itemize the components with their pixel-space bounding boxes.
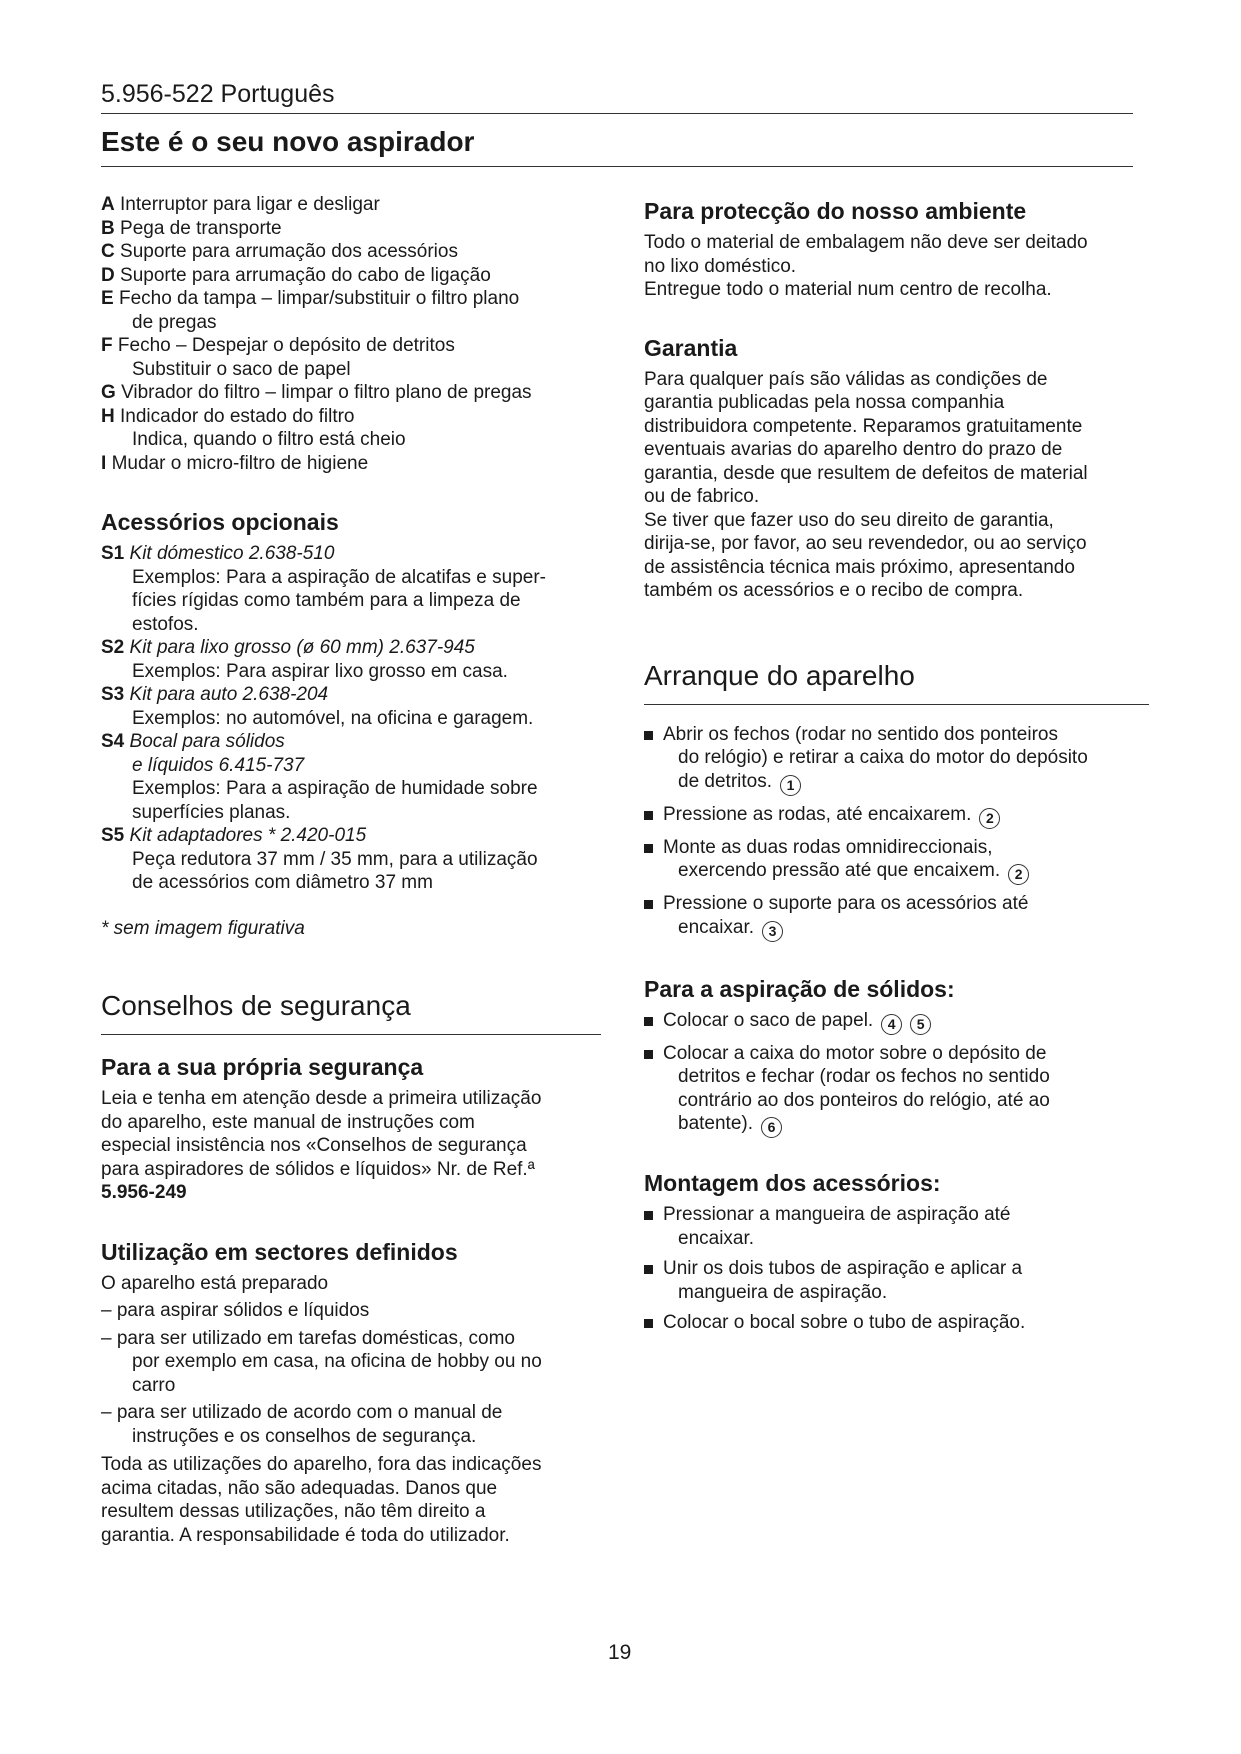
startup-rule (644, 704, 1149, 705)
part-label: Mudar o micro-filtro de higiene (111, 452, 369, 474)
accessory-name-line (101, 730, 601, 754)
usage-list (101, 1299, 601, 1448)
step-item (644, 1311, 1149, 1335)
own-safety-line: do aparelho, este manual de instruções com (101, 1111, 475, 1133)
accessory-name-line (101, 754, 601, 778)
part-item (101, 217, 601, 241)
part-label: Fecho da tampa – limpar/substituir o filtro plano (118, 288, 520, 309)
bullet-square-icon (644, 811, 653, 820)
step-text: Abrir os fechos (rodar no sentido dos ponteiros (663, 723, 1058, 745)
warranty-line: Para qualquer país são válidas as condições de (644, 368, 1048, 390)
accessory-mount-steps (644, 1203, 1149, 1335)
accessory-name: Kit para lixo grosso (ø 60 mm) 2.637-945 (129, 637, 475, 658)
bullet-square-icon (644, 1265, 653, 1274)
accessory-description: estofos. (132, 613, 199, 635)
accessory-item (101, 683, 601, 730)
step-item (644, 892, 1149, 942)
part-key: B (101, 217, 115, 239)
accessory-name-line (101, 683, 601, 707)
part-key: F (101, 335, 113, 356)
step-item (644, 1257, 1149, 1304)
step-text: do relógio) e retirar a caixa do motor do depósito (678, 747, 1088, 768)
usage-item (101, 1299, 601, 1323)
warranty-line: distribuidora competente. Reparamos gratuitamente (644, 415, 1083, 437)
accessory-description: de acessórios com diâmetro 37 mm (132, 872, 433, 893)
part-key: C (101, 241, 115, 262)
bullet-square-icon (644, 1211, 653, 1220)
safety-heading: Conselhos de segurança (101, 990, 411, 1021)
part-key: G (101, 382, 116, 403)
accessory-name: Kit adaptadores * 2.420-015 (129, 825, 367, 846)
environment-line: Todo o material de embalagem não deve ser deitado (644, 232, 1088, 253)
accessory-name-line (101, 542, 601, 566)
step-text: encaixar. 3 (663, 916, 1149, 942)
environment-text (644, 231, 1149, 302)
warranty-line: eventuais avarias do aparelho dentro do prazo de (644, 439, 1063, 460)
step-text: detritos e fechar (rodar os fechos no sentido (678, 1066, 1050, 1087)
part-key: E (101, 288, 114, 309)
part-item (101, 381, 601, 405)
part-item (101, 264, 601, 288)
accessory-description: Peça redutora 37 mm / 35 mm, para a utilização (132, 848, 538, 870)
step-text: Colocar a caixa do motor sobre o depósito de (663, 1042, 1047, 1064)
own-safety-line: Leia e tenha em atenção desde a primeira utilização (101, 1088, 542, 1109)
environment-line: Entregue todo o material num centro de recolha. (644, 279, 1052, 300)
usage-item-line: carro (132, 1374, 176, 1396)
accessory-name: Kit para auto 2.638-204 (129, 684, 329, 705)
accessory-name-line (101, 636, 601, 660)
environment-heading: Para protecção do nosso ambiente (644, 198, 1027, 224)
step-text: exercendo pressão até que encaixem. 2 (663, 859, 1149, 885)
accessory-name: Bocal para sólidos (129, 731, 285, 752)
accessory-description: Exemplos: no automóvel, na oficina e garagem. (132, 707, 534, 729)
left-column (101, 193, 601, 1547)
part-item (101, 334, 601, 358)
part-key: D (101, 264, 115, 286)
right-column (644, 197, 1149, 1342)
bullet-square-icon (644, 844, 653, 853)
part-label: Interruptor para ligar e desligar (120, 194, 380, 215)
warranty-line: Se tiver que fazer uso do seu direito de garantia, (644, 509, 1054, 531)
own-safety-line: especial insistência nos «Conselhos de segurança (101, 1135, 527, 1156)
accessory-name-line (101, 824, 601, 848)
part-label-continued: Indica, quando o filtro está cheio (132, 429, 406, 450)
usage-item-line: – para aspirar sólidos e líquidos (101, 1300, 370, 1321)
accessory-name: e líquidos 6.415-737 (132, 754, 305, 776)
own-safety-text (101, 1087, 601, 1181)
usage-heading: Utilização em sectores definidos (101, 1238, 458, 1265)
accessory-name: Kit dómestico 2.638-510 (129, 543, 335, 564)
figure-reference-icon: 3 (762, 921, 783, 942)
accessory-item (101, 824, 601, 895)
part-item (101, 240, 601, 264)
warranty-line: garantia, desde que resultem de defeitos de material (644, 462, 1088, 484)
step-text: Pressione as rodas, até encaixarem. 2 (663, 803, 1149, 829)
warranty-line: garantia publicadas pela nossa companhia (644, 392, 1005, 413)
step-text: Pressione o suporte para os acessórios até (663, 893, 1029, 914)
step-item (644, 723, 1149, 796)
bullet-square-icon (644, 1319, 653, 1328)
step-item (644, 803, 1149, 829)
step-text: Monte as duas rodas omnidireccionais, (663, 836, 993, 858)
figure-reference-icon: 2 (1008, 864, 1029, 885)
usage-outro-line: acima citadas, não são adequadas. Danos que (101, 1477, 498, 1499)
figure-reference-icon: 6 (761, 1117, 782, 1138)
part-label-continued: Substituir o saco de papel (132, 358, 351, 380)
accessory-description: Exemplos: Para a aspiração de alcatifas e super- (132, 566, 546, 588)
page-title: Este é o seu novo aspirador (101, 126, 475, 157)
figure-reference-icon: 4 (881, 1014, 902, 1035)
warranty-line: de assistência técnica mais próximo, apresentando (644, 556, 1075, 578)
part-key: I (101, 452, 107, 474)
environment-line: no lixo doméstico. (644, 255, 797, 277)
accessory-mount-heading: Montagem dos acessórios: (644, 1170, 941, 1196)
bullet-square-icon (644, 900, 653, 909)
accessory-key: S4 (101, 731, 125, 752)
step-text: encaixar. (678, 1227, 755, 1249)
own-safety-heading: Para a sua própria segurança (101, 1054, 424, 1080)
accessory-description: Exemplos: Para a aspiração de humidade sobre (132, 778, 538, 799)
part-item (101, 452, 601, 476)
step-item (644, 1009, 1149, 1035)
figure-reference-icon: 2 (979, 808, 1000, 829)
usage-item-line: – para ser utilizado de acordo com o manual de (101, 1402, 503, 1423)
warranty-line: também os acessórios e o recibo de compra. (644, 580, 1024, 601)
figure-reference-icon: 5 (910, 1014, 931, 1035)
usage-item-line: instruções e os conselhos de segurança. (132, 1425, 477, 1447)
part-label: Suporte para arrumação dos acessórios (120, 241, 458, 262)
part-label: Fecho – Despejar o depósito de detritos (117, 335, 455, 356)
part-label: Suporte para arrumação do cabo de ligação (120, 264, 491, 286)
part-label-continued: de pregas (132, 311, 217, 333)
own-safety-line: para aspiradores de sólidos e líquidos» Nr. de Ref.ª (101, 1158, 535, 1180)
accessory-item (101, 636, 601, 683)
usage-outro-line: resultem dessas utilizações, não têm direito a (101, 1501, 486, 1522)
step-text: mangueira de aspiração. (678, 1281, 888, 1303)
warranty-line: dirija-se, por favor, ao seu revendedor, ou ao serviço (644, 533, 1087, 554)
step-text: contrário ao dos ponteiros do relógio, até ao (678, 1089, 1050, 1111)
usage-item (101, 1401, 601, 1448)
bullet-square-icon (644, 1017, 653, 1026)
part-item (101, 193, 601, 217)
part-label: Indicador do estado do filtro (120, 405, 355, 427)
document-reference: 5.956-522 Português (101, 80, 335, 108)
solids-steps (644, 1009, 1149, 1139)
parts-list (101, 193, 601, 475)
safety-rule (101, 1034, 601, 1035)
bullet-square-icon (644, 731, 653, 740)
step-item (644, 1042, 1149, 1139)
step-text: batente). 6 (663, 1112, 1149, 1138)
step-text: Colocar o saco de papel. 4 5 (663, 1009, 1149, 1035)
warranty-line: ou de fabrico. (644, 486, 760, 507)
part-label: Vibrador do filtro – limpar o filtro plano de pregas (121, 382, 532, 403)
figure-reference-icon: 1 (780, 775, 801, 796)
page-number: 19 (608, 1641, 632, 1664)
safety-reference-number: 5.956-249 (101, 1182, 187, 1203)
step-text: Colocar o bocal sobre o tubo de aspiração. (663, 1312, 1026, 1333)
header-rule (101, 113, 1133, 114)
step-item (644, 1203, 1149, 1250)
usage-outro-line: garantia. A responsabilidade é toda do utilizador. (101, 1524, 510, 1546)
part-label: Pega de transporte (120, 217, 282, 239)
bullet-square-icon (644, 1050, 653, 1059)
accessory-key: S1 (101, 543, 125, 564)
title-rule (101, 166, 1133, 167)
accessories-list (101, 542, 601, 895)
usage-intro: O aparelho está preparado (101, 1272, 329, 1294)
step-text: Pressionar a mangueira de aspiração até (663, 1204, 1011, 1225)
accessory-item (101, 542, 601, 636)
part-item (101, 287, 601, 311)
startup-heading: Arranque do aparelho (644, 659, 915, 691)
accessory-description: superfícies planas. (132, 801, 291, 823)
accessory-key: S3 (101, 684, 125, 705)
usage-outro (101, 1453, 601, 1547)
accessories-heading: Acessórios opcionais (101, 509, 339, 535)
accessory-description: fícies rígidas como também para a limpeza de (132, 590, 521, 611)
accessory-item (101, 730, 601, 824)
accessory-description: Exemplos: Para aspirar lixo grosso em casa. (132, 660, 508, 682)
warranty-text (644, 368, 1149, 603)
footnote: * sem imagem figurativa (101, 917, 305, 939)
startup-steps (644, 723, 1149, 942)
usage-outro-line: Toda as utilizações do aparelho, fora das indicações (101, 1454, 542, 1475)
usage-item-line: por exemplo em casa, na oficina de hobby ou no (132, 1351, 542, 1372)
usage-item (101, 1327, 601, 1398)
step-text: de detritos. 1 (663, 770, 1149, 796)
part-key: A (101, 194, 115, 215)
part-key: H (101, 405, 115, 427)
step-text: Unir os dois tubos de aspiração e aplicar a (663, 1258, 1023, 1279)
warranty-heading: Garantia (644, 334, 738, 361)
part-item (101, 405, 601, 429)
step-item (644, 836, 1149, 886)
accessory-key: S2 (101, 637, 125, 658)
usage-item-line: – para ser utilizado em tarefas domésticas, como (101, 1327, 515, 1349)
solids-heading: Para a aspiração de sólidos: (644, 975, 955, 1002)
accessory-key: S5 (101, 825, 125, 846)
